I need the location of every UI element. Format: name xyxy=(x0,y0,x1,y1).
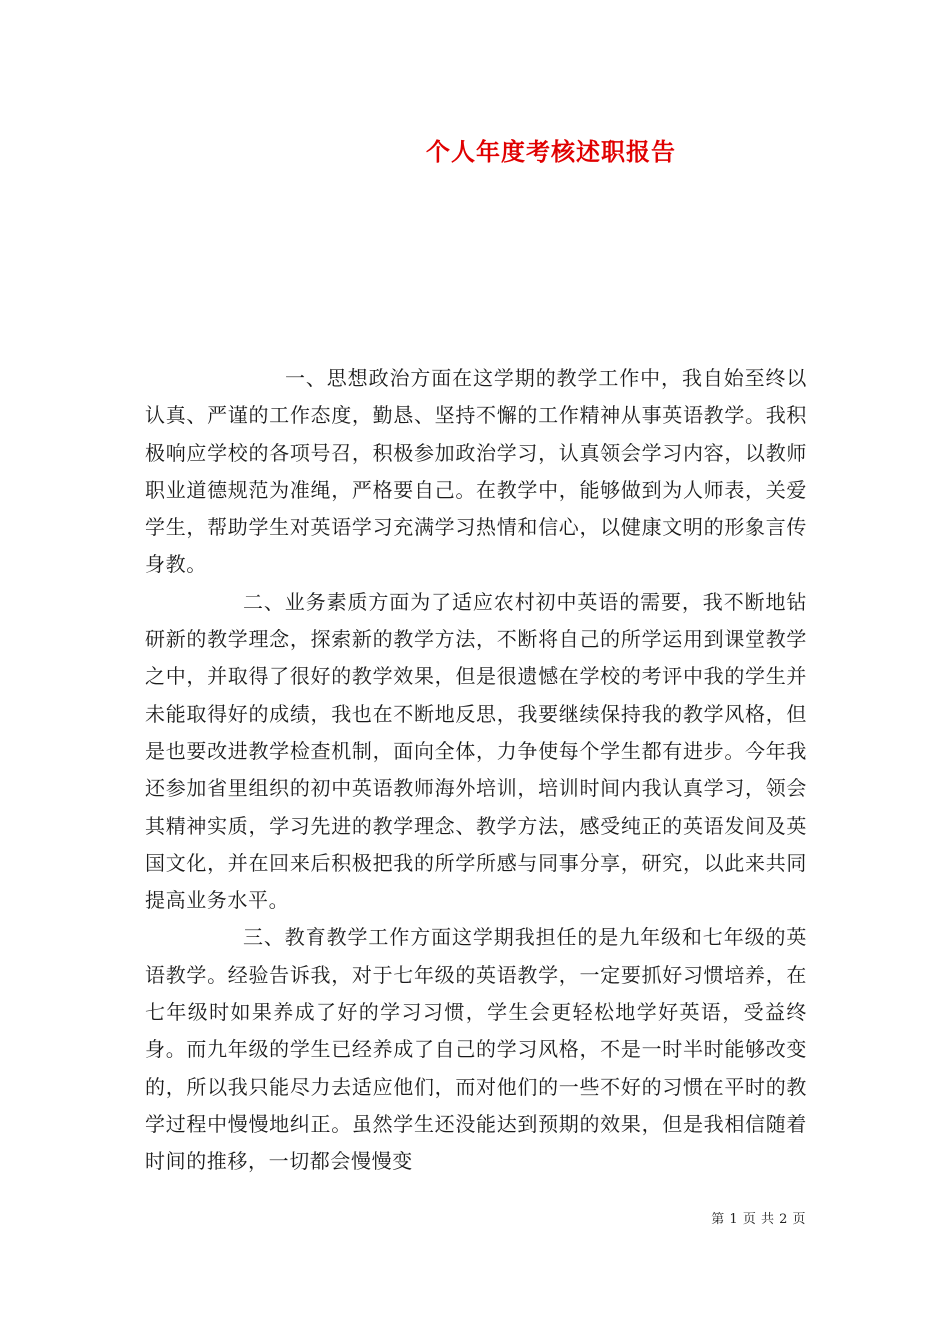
paragraph-professional: 二、业务素质方面为了适应农村初中英语的需要，我不断地钻研新的教学理念，探索新的教学方法，不断将自己的所学运用到课堂教学之中，并取得了很好的教学效果，但是很遗憾在学校的考评中我的学生并未能取得好的成绩，我也在不断地反思，我要继续保持我的教学风格，但是也要改进教学检查机制，面向全体，力争使每个学生都有进步。今年我还参加省里组织的初中英语教师海外培训，培训时间内我认真学习，领会其精神实质，学习先进的教学理念、教学方法，感受纯正的英语发间及英国文化，并在回来后积极把我的所学所感与同事分享，研究，以此来共同提高业务水平。 xyxy=(145,589,807,913)
document-body xyxy=(145,360,807,1181)
page-number-footer: 第 1 页 共 2 页 xyxy=(711,1212,806,1227)
document-title: 个人年度考核述职报告 xyxy=(426,137,676,166)
paragraph-teaching: 三、教育教学工作方面这学期我担任的是九年级和七年级的英语教学。经验告诉我，对于七年级的英语教学，一定要抓好习惯培养，在七年级时如果养成了好的学习习惯，学生会更轻松地学好英语，受益终身。而九年级的学生已经养成了自己的学习风格，不是一时半时能够改变的，所以我只能尽力去适应他们，而对他们的一些不好的习惯在平时的教学过程中慢慢地纠正。虽然学生还没能达到预期的效果，但是我相信随着时间的推移，一切都会慢慢变 xyxy=(145,925,807,1174)
paragraph-political: 一、思想政治方面在这学期的教学工作中，我自始至终以认真、严谨的工作态度，勤恳、坚持不懈的工作精神从事英语教学。我积极响应学校的各项号召，积极参加政治学习，认真领会学习内容，以教师职业道德规范为准绳，严格要自己。在教学中，能够做到为人师表，关爱学生，帮助学生对英语学习充满学习热情和信心，以健康文明的形象言传身教。 xyxy=(145,366,807,577)
